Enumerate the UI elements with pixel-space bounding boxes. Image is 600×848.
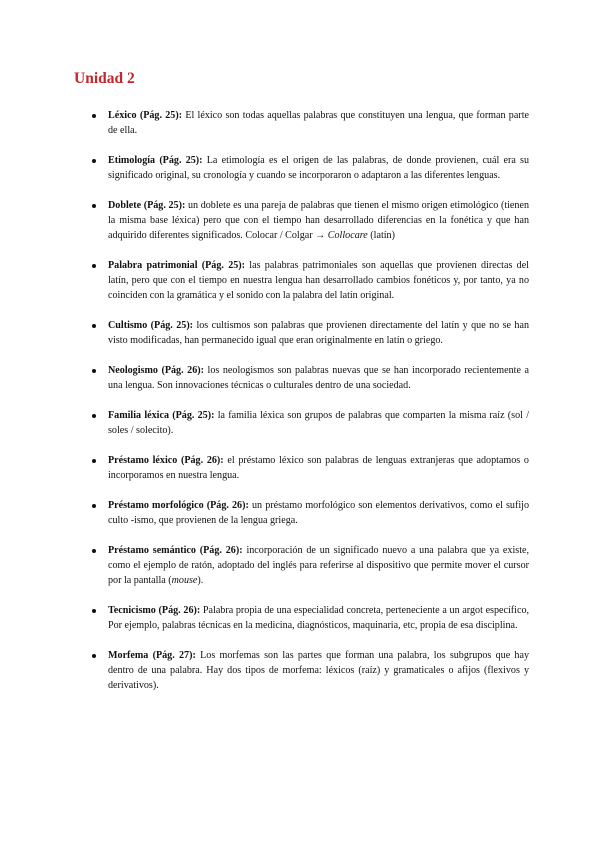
item-text: el préstamo léxico son palabras de lenguas extranjeras que adoptamos o incorporamos en nuestra lengua. (108, 454, 529, 481)
bullet-icon (92, 414, 96, 418)
item-text: los cultismos son palabras que provienen directamente del latín y que no se han visto modificadas, han permanecido igual que eran originalmente en latín o griego. (108, 320, 529, 347)
bullet-icon (92, 549, 96, 553)
item-term: Tecnicismo (Pág. 26): (108, 604, 201, 616)
item-term: Doblete (Pág. 25): (108, 199, 186, 211)
bullet-icon (92, 369, 96, 373)
bullet-icon (92, 504, 96, 508)
item-text: El léxico son todas aquellas palabras que constituyen una lengua, que forman parte de ella. (108, 110, 529, 137)
bullet-icon (92, 654, 96, 658)
bullet-icon (92, 264, 96, 268)
item-text: la familia léxica son grupos de palabras que comparten la misma raíz (sol / soles / solecito). (108, 409, 529, 437)
bullet-icon (92, 609, 96, 613)
list-item (92, 543, 529, 589)
item-term: Familia léxica (Pág. 25): (108, 409, 215, 421)
item-text: los neologismos son palabras nuevas que se han incorporado recientemente a una lengua. Son innovaciones técnicas o culturales dentro de una sociedad. (108, 364, 529, 392)
item-text-end: ). (197, 574, 204, 586)
item-term: Préstamo semántico (Pág. 26): (108, 544, 243, 556)
item-italic-word: Collocare (327, 230, 368, 242)
list-item (92, 198, 529, 244)
item-text: las palabras patrimoniales son aquellas que provienen directas del latín, pero que con el tiempo en nuestra lengua han desarrollado cambios fonéticos y, por tanto, ya no coinciden con la gramática y el sonido con la palabra del latín original. (108, 259, 529, 302)
list-item (92, 648, 529, 694)
list-item (92, 318, 529, 348)
item-text: incorporación de un significado nuevo a una palabra que ya existe, como el ejemplo de ratón, adoptado del inglés para referirse al dispositivo que permite mover el cursor por la pantalla ( (108, 544, 530, 586)
item-term: Etimología (Pág. 25): (108, 154, 203, 166)
item-term: Palabra patrimonial (Pág. 25): (108, 259, 246, 271)
list-item (92, 153, 529, 183)
item-text: La etimología es el origen de las palabras, de donde provienen, cuál era su significado original, su cronología y cuando se incorporaron o adaptaron a las diferentes lenguas. (108, 154, 529, 182)
bullet-icon (92, 204, 96, 208)
item-italic-word: mouse (171, 574, 198, 586)
bullet-icon (92, 114, 96, 118)
list-item (92, 498, 529, 528)
bullet-icon (92, 324, 96, 328)
list-item (92, 408, 529, 438)
list-item (92, 453, 529, 483)
item-term: Neologismo (Pág. 26): (108, 364, 204, 376)
list-item (92, 108, 529, 138)
item-term: Préstamo morfológico (Pág. 26): (108, 499, 249, 511)
item-text: Palabra propia de una especialidad concreta, perteneciente a un argot específico, Por ejemplo, palabras técnicas en la medicina, diagnósticos, maquinaria, etc, propia de esa disciplina. (108, 604, 530, 631)
item-term: Cultismo (Pág. 25): (108, 320, 194, 332)
glossary-list (92, 108, 529, 708)
item-term: Morfema (Pág. 27): (108, 649, 196, 661)
bullet-icon (92, 459, 96, 463)
list-item (92, 603, 529, 633)
item-text: un préstamo morfológico son elementos derivativos, como el sufijo culto -ismo, que provienen de la lengua griega. (108, 499, 529, 526)
item-term: Préstamo léxico (Pág. 26): (108, 454, 224, 466)
bullet-icon (92, 159, 96, 163)
list-item (92, 258, 529, 304)
item-text: Los morfemas son las partes que forman una palabra, los subgrupos que hay dentro de una palabra. Hay dos tipos de morfema: léxicos (raíz) y gramaticales o afijos (flexivos y derivativos). (108, 649, 530, 691)
item-term: Léxico (Pág. 25): (108, 110, 183, 121)
page-title: Unidad 2 (74, 70, 135, 87)
item-text-end: (latín) (367, 230, 395, 242)
item-text: un doblete es una pareja de palabras que tienen el mismo origen etimológico (tienen la misma base léxica) pero que con el tiempo han desarrollado diferencias en la fonética y que han adquirido diferentes significados. Colocar / Colgar → (108, 199, 529, 242)
list-item (92, 363, 529, 393)
